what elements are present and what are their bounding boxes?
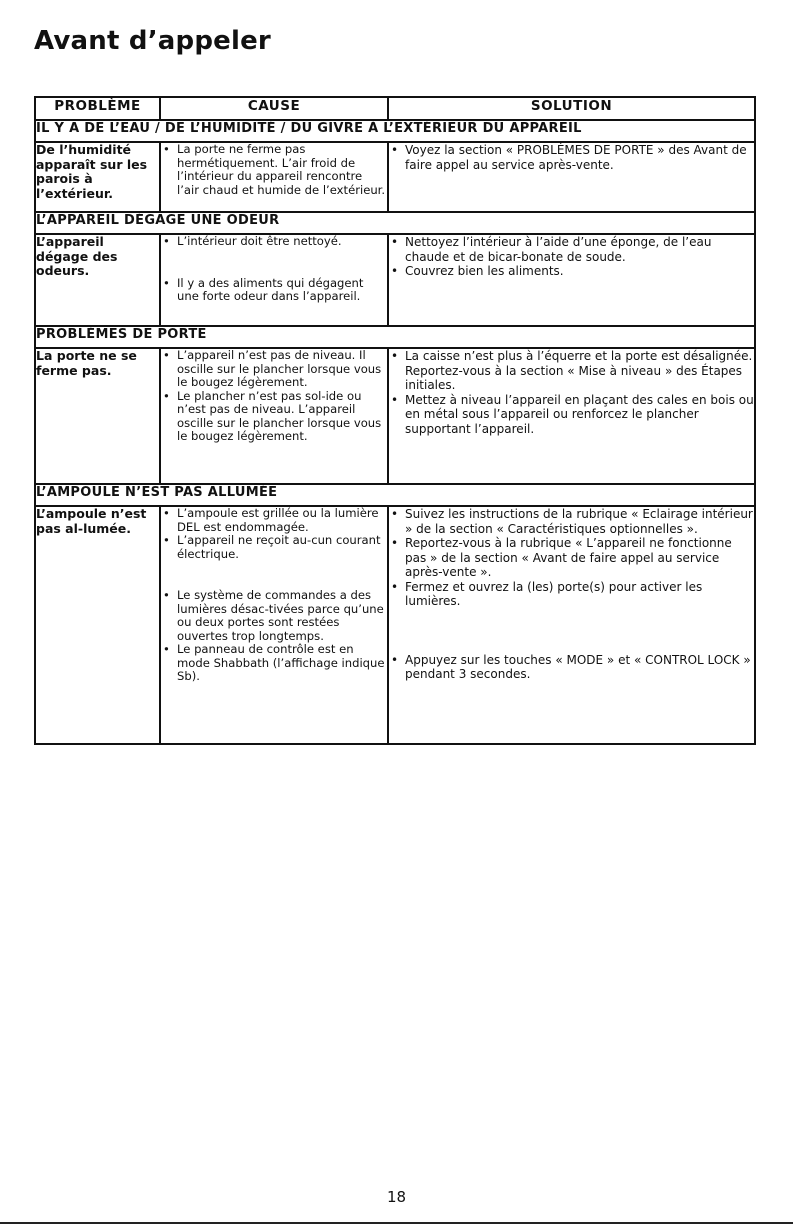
cause-item: • Le système de commandes a des lumières désac-tivées parce qu’une ou deux portes sont restées ouvertes trop longtemps. xyxy=(163,588,384,643)
problem-cell: L’appareil dégage des odeurs. xyxy=(35,234,160,326)
cause-cell xyxy=(160,348,388,484)
header-cause: CAUSE xyxy=(160,97,388,120)
table-row xyxy=(35,506,755,744)
bullet-icon: • xyxy=(391,652,399,667)
solution-item: • Suivez les instructions de la rubrique « Eclairage intérieur » de la section « Caractéristiques optionnelles ». xyxy=(391,507,753,536)
section-heading-row xyxy=(35,484,755,506)
problem-cell: L’ampoule n’est pas al-lumée. xyxy=(35,506,160,744)
solution-item: • Nettoyez l’intérieur à l’aide d’une éponge, de l’eau chaude et de bicar-bonate de soude. xyxy=(391,235,712,264)
bullet-icon: • xyxy=(391,143,399,157)
cause-item: • La porte ne ferme pas hermétiquement. L’air froid de l’intérieur du appareil rencontre l’air chaud et humide de l’extérieur. xyxy=(163,142,386,197)
section-heading-odor: L’APPAREIL DÉGAGE UNE ODEUR xyxy=(35,212,755,234)
solution-cell xyxy=(388,142,755,212)
solution-item: • Appuyez sur les touches « MODE » et « CONTROL LOCK » pendant 3 secondes. xyxy=(391,652,751,681)
page-number: 18 xyxy=(386,1188,407,1206)
solution-item: • Mettez à niveau l’appareil en plaçant des cales en bois ou en métal sous l’appareil ou renforcez le plancher supportant l’appareil. xyxy=(391,392,754,436)
bullet-icon: • xyxy=(163,234,170,248)
bullet-icon: • xyxy=(391,235,399,249)
bullet-icon: • xyxy=(391,507,399,521)
solution-item: • Voyez la section « PROBLÈMES DE PORTE » des Avant de faire appel au service après-vente. xyxy=(391,143,747,172)
table-row xyxy=(35,142,755,212)
bottom-rule xyxy=(0,1222,793,1224)
section-heading-row xyxy=(35,326,755,348)
bullet-icon: • xyxy=(163,642,170,656)
section-heading-bulb: L’AMPOULE N’EST PAS ALLUMÉE xyxy=(35,484,755,506)
bullet-icon: • xyxy=(391,392,399,407)
cause-item: • Le plancher n’est pas sol-ide ou n’est pas de niveau. L’appareil oscille sur le plancher lorsque vous le bougez légèrement. xyxy=(163,388,382,443)
section-heading-water: IL Y A DE L’EAU / DE L’HUMIDITÉ / DU GIVRE À L’EXTÉRIEUR DU APPAREIL xyxy=(35,120,755,142)
cause-item: • L’ampoule est grillée ou la lumière DEL est endommagée. xyxy=(163,506,379,534)
bullet-icon: • xyxy=(391,264,399,278)
bullet-icon: • xyxy=(163,275,170,290)
section-heading-row xyxy=(35,212,755,234)
bullet-icon: • xyxy=(163,388,170,403)
bullet-icon: • xyxy=(163,506,170,520)
section-heading-row xyxy=(35,120,755,142)
table-row xyxy=(35,348,755,484)
cause-item: • Le panneau de contrôle est en mode Shabbath (l’affichage indique Sb). xyxy=(163,642,385,683)
header-solution: SOLUTION xyxy=(388,97,755,120)
page-title: Avant d’appeler xyxy=(34,26,271,56)
cause-item: • L’intérieur doit être nettoyé. xyxy=(163,234,342,248)
cause-cell xyxy=(160,142,388,212)
solution-item: • Couvrez bien les aliments. xyxy=(391,264,564,278)
bullet-icon: • xyxy=(391,349,399,363)
table-header-row xyxy=(35,97,755,120)
troubleshooting-table xyxy=(34,96,756,745)
header-problem: PROBLÈME xyxy=(35,97,160,120)
solution-cell xyxy=(388,234,755,326)
bullet-icon: • xyxy=(163,533,170,547)
solution-cell xyxy=(388,348,755,484)
bullet-icon: • xyxy=(163,142,170,156)
solution-item: • Fermez et ouvrez la (les) porte(s) pour activer les lumières. xyxy=(391,579,703,608)
bullet-icon: • xyxy=(391,579,399,594)
cause-item: • Il y a des aliments qui dégagent une forte odeur dans l’appareil. xyxy=(163,275,364,303)
bullet-icon: • xyxy=(391,536,399,550)
problem-cell: De l’humidité apparaît sur les parois à l’extérieur. xyxy=(35,142,160,212)
solution-cell xyxy=(388,506,755,744)
section-heading-door: PROBLÈMES DE PORTE xyxy=(35,326,755,348)
cause-cell xyxy=(160,234,388,326)
cause-item: • L’appareil ne reçoit au-cun courant électrique. xyxy=(163,533,381,561)
problem-cell: La porte ne se ferme pas. xyxy=(35,348,160,484)
table-row xyxy=(35,234,755,326)
cause-cell xyxy=(160,506,388,744)
bullet-icon: • xyxy=(163,588,170,602)
solution-item: • La caisse n’est plus à l’équerre et la porte est désalignée. Reportez-vous à la section « Mise à niveau » des Étapes initiales. xyxy=(391,349,753,392)
solution-item: • Reportez-vous à la rubrique « L’appareil ne fonctionne pas » de la section « Avant de faire appel au service après-vente ». xyxy=(391,536,732,579)
cause-item: • L’appareil n’est pas de niveau. Il oscille sur le plancher lorsque vous le bougez légèrement. xyxy=(163,348,382,389)
bullet-icon: • xyxy=(163,348,170,362)
